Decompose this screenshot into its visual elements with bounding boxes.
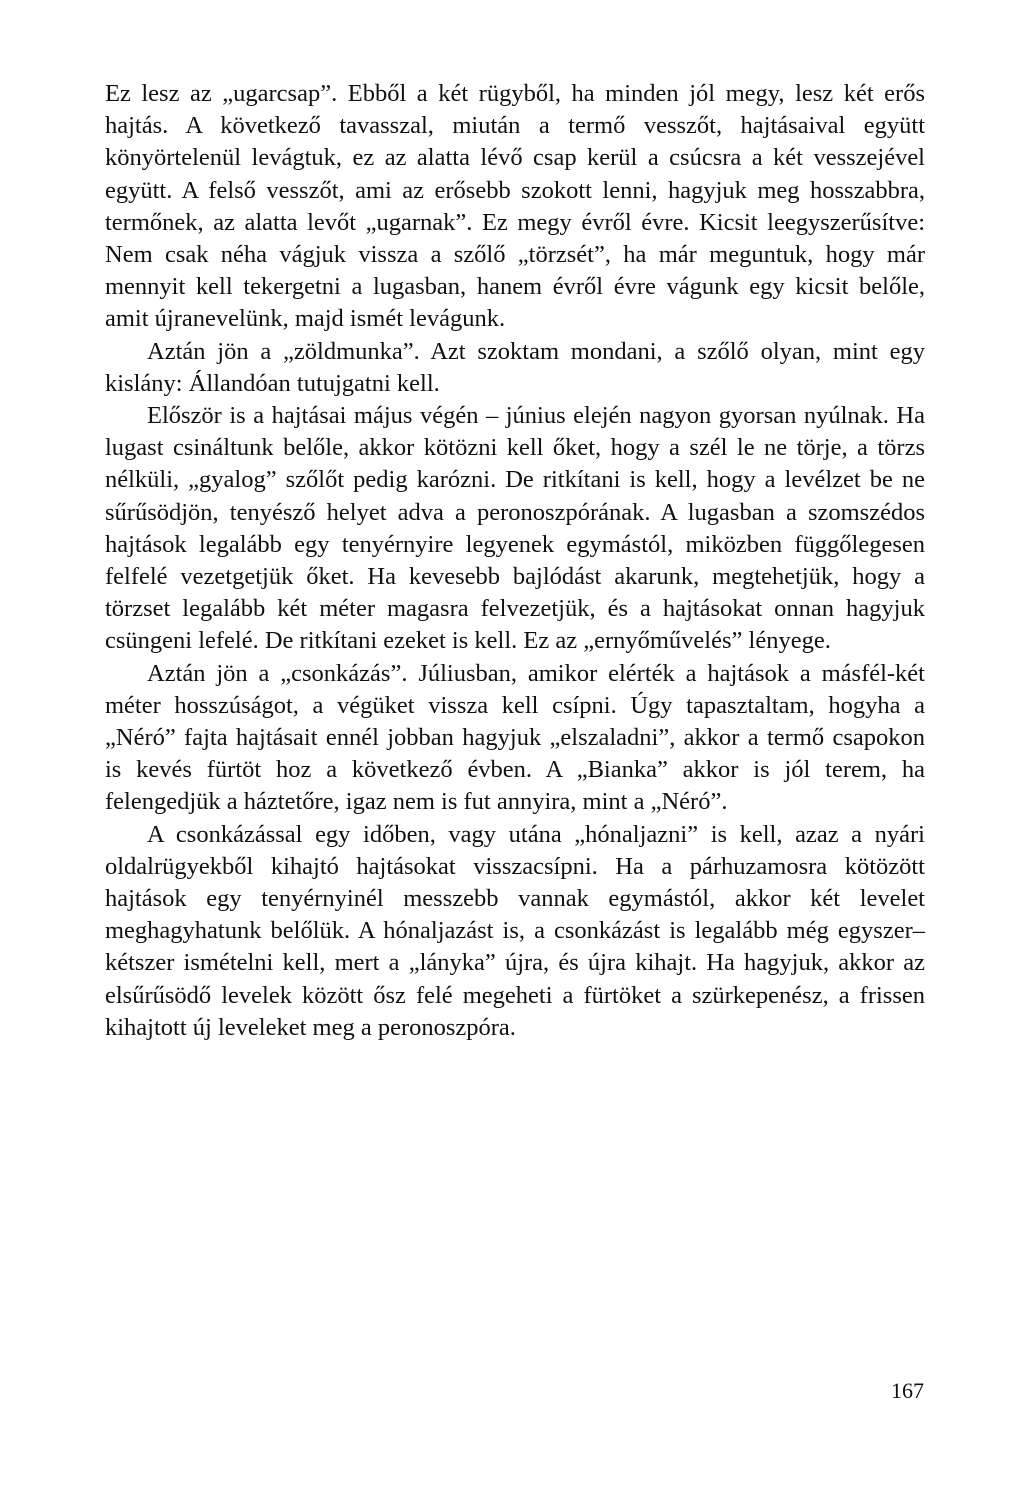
paragraph-3: Először is a hajtásai május végén – június elején nagyon gyorsan nyúlnak. Ha lugast csináltunk belőle, akkor kötözni kell őket, hogy a szél le ne törje, a törzs nélküli, „gyalog” szőlőt pedig karózni. De ritkítani is kell, hogy a levélzet be ne sűrűsödjön, tenyésző helyet adva a peronoszpórának. A lugasban a szomszédos hajtások legalább egy tenyérnyire legyenek egymástól, miközben függőlegesen felfelé vezetgetjük őket. Ha kevesebb bajlódást akarunk, megtehetjük, hogy a törzset legalább két méter magasra felvezetjük, és a hajtásokat onnan hagyjuk csüngeni lefelé. De ritkítani ezeket is kell. Ez az „ernyőművelés” lényege. <box>105 402 925 655</box>
page-number: 167 <box>891 1378 924 1403</box>
body-text <box>105 78 925 1044</box>
paragraph-4: Aztán jön a „csonkázás”. Júliusban, amikor elérték a hajtások a másfél-két méter hosszúságot, a végüket vissza kell csípni. Úgy tapasztaltam, hogyha a „Néró” fajta hajtásait ennél jobban hagyjuk „elszaladni”, akkor a termő csapokon is kevés fürtöt hoz a következő évben. A „Bianka” akkor is jól terem, ha felengedjük a háztetőre, igaz nem is fut annyira, mint a „Néró”. <box>105 659 925 816</box>
paragraph-2: Aztán jön a „zöldmunka”. Azt szoktam mondani, a szőlő olyan, mint egy kislány: Állandóan tutujgatni kell. <box>105 337 925 397</box>
paragraph-5: A csonkázással egy időben, vagy utána „hónaljazni” is kell, azaz a nyári oldalrügyekből kihajtó hajtásokat visszacsípni. Ha a párhuzamosra kötözött hajtások egy tenyérnyinél messzebb vannak egymástól, akkor két levelet meghagyhatunk belőlük. A hónaljazást is, a csonkázást is legalább még egyszer–kétszer ismételni kell, mert a „lányka” újra, és újra kihajt. Ha hagyjuk, akkor az elsűrűsödő levelek között ősz felé megeheti a fürtöket a szürkepenész, a frissen kihajtott új leveleket meg a peronoszpóra. <box>105 820 925 1041</box>
paragraph-1: Ez lesz az „ugarcsap”. Ebből a két rügyből, ha minden jól megy, lesz két erős hajtás. A következő tavasszal, miután a termő vesszőt, hajtásaival együtt könyörtelenül levágtuk, ez az alatta lévő csap kerül a csúcsra a két vesszejével együtt. A felső vesszőt, ami az erősebb szokott lenni, hagyjuk meg hosszabbra, termőnek, az alatta levőt „ugarnak”. Ez megy évről évre. Kicsit leegyszerűsítve: Nem csak néha vágjuk vissza a szőlő „törzsét”, ha már meguntuk, hogy már mennyit kell tekergetni a lugasban, hanem évről évre vágunk egy kicsit belőle, amit újranevelünk, majd ismét levágunk. <box>105 80 925 333</box>
